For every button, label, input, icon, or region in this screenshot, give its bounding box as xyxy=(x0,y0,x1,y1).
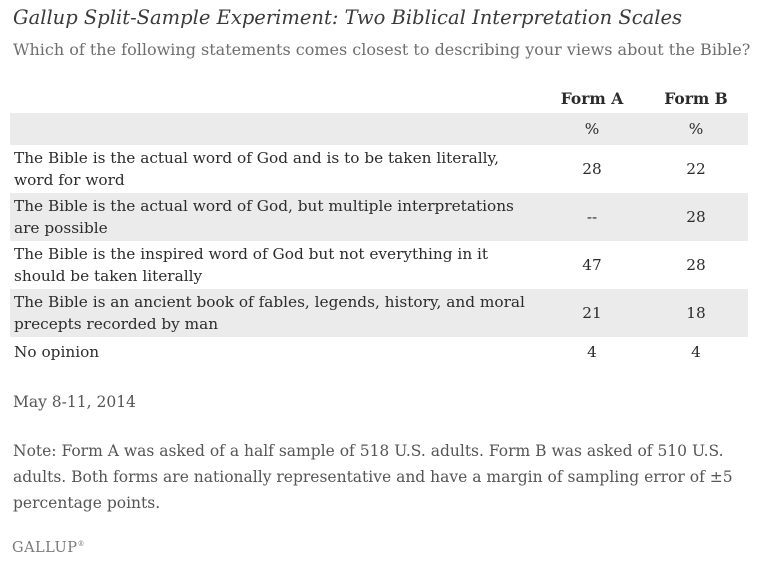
header-row xyxy=(10,83,748,113)
value-form-b: 4 xyxy=(691,343,701,361)
row-label: The Bible is the actual word of God, but multiple interpretations are possible xyxy=(10,193,540,241)
unit-label-form-a: % xyxy=(540,113,644,145)
value-form-a: 21 xyxy=(540,289,644,337)
header-blank xyxy=(10,83,540,113)
survey-date: May 8-11, 2014 xyxy=(13,393,136,411)
unit-blank xyxy=(10,113,540,145)
gallup-logo xyxy=(12,540,85,556)
trademark-mark: ® xyxy=(77,540,85,549)
value-form-a: 28 xyxy=(582,160,602,178)
value-form-a: 47 xyxy=(582,256,602,274)
value-form-b: 28 xyxy=(644,193,748,241)
value-form-b: 18 xyxy=(644,289,748,337)
table-row xyxy=(10,337,748,367)
value-form-b: 28 xyxy=(686,256,706,274)
column-header-form-b: Form B xyxy=(664,88,728,108)
table-row xyxy=(10,241,748,289)
table-row xyxy=(10,193,748,241)
row-label: No opinion xyxy=(14,343,100,361)
chart-title: Gallup Split-Sample Experiment: Two Biblical Interpretation Scales xyxy=(13,6,683,29)
unit-label-form-b: % xyxy=(644,113,748,145)
results-table xyxy=(10,83,748,367)
table-row xyxy=(10,145,748,193)
value-form-a: 4 xyxy=(587,343,597,361)
row-label: The Bible is the actual word of God and is to be taken literally, word for word xyxy=(14,149,500,189)
methodology-note: Note: Form A was asked of a half sample of 518 U.S. adults. Form B was asked of 510 U.S. adults. Both forms are nationally representative and have a margin of sampling error of ±5 percentage points. xyxy=(13,442,733,512)
unit-row xyxy=(10,113,748,145)
row-label: The Bible is the inspired word of God but not everything in it should be taken literally xyxy=(14,245,489,285)
table-row xyxy=(10,289,748,337)
column-header-form-a: Form A xyxy=(560,88,624,108)
value-form-b: 22 xyxy=(686,160,706,178)
logo-text: GALLUP xyxy=(12,540,78,556)
chart-subtitle: Which of the following statements comes closest to describing your views about the Bible? xyxy=(13,40,751,59)
value-form-a: -- xyxy=(540,193,644,241)
row-label: The Bible is an ancient book of fables, legends, history, and moral precepts recorded by man xyxy=(10,289,540,337)
